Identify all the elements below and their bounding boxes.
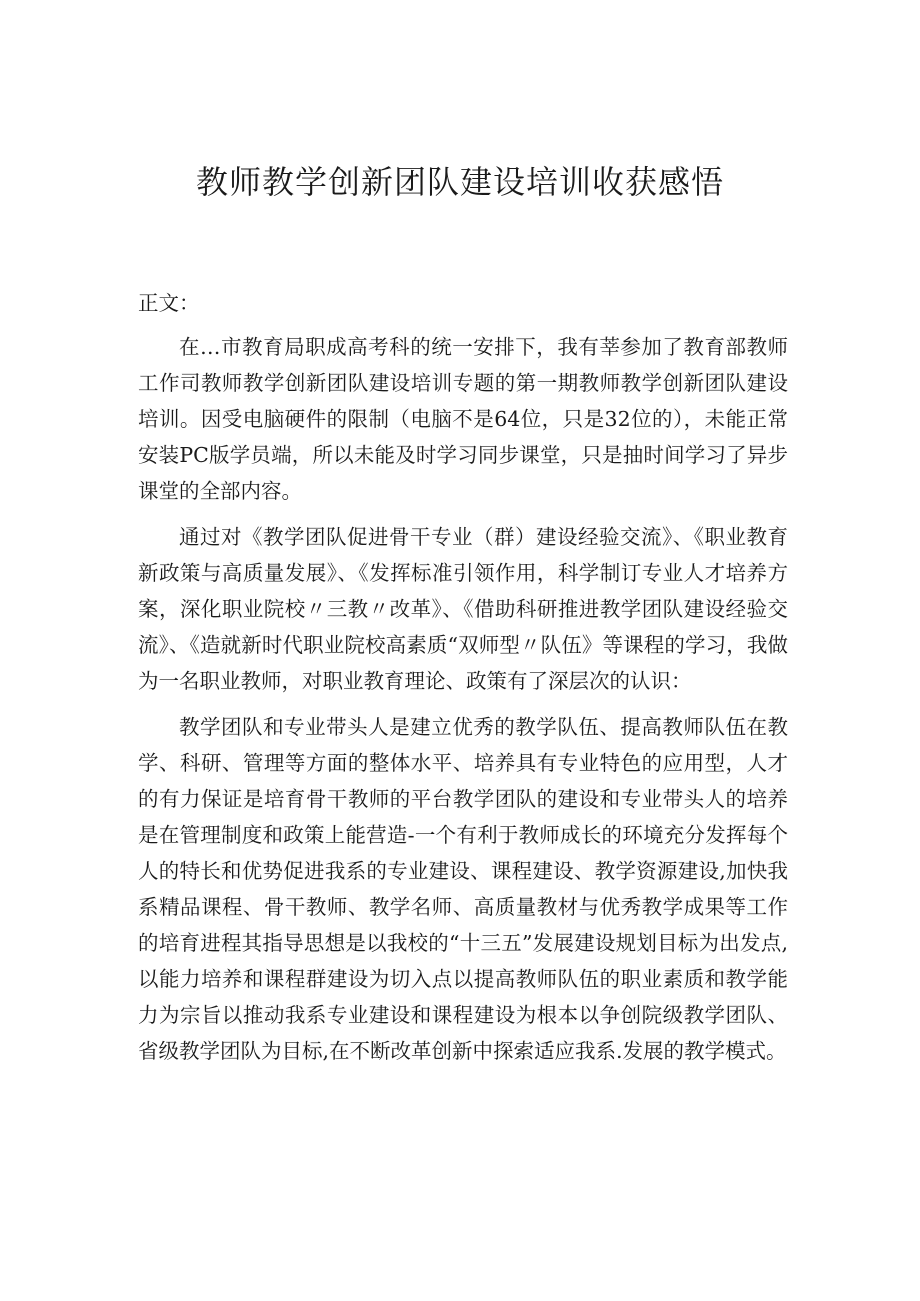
body-label: 正文： xyxy=(138,291,200,315)
paragraph-3: 教学团队和专业带头人是建立优秀的教学队伍、提高教师队伍在教学、科研、管理等方面的整体水平、培养具有专业特色的应用型，人才的有力保证是培育骨干教师的平台教学团队的建设和专业带头人的培养是在管理制度和政策上能营造-一个有利于教师成长的环境充分发挥每个人的特长和优势促进我系的专业建设、课程建设、教学资源建设,加快我系精品课程、骨干教师、教学名师、高质量教材与优秀教学成果等工作的培育进程其指导思想是以我校的“十三五”发展建设规划目标为出发点,以能力培养和课程群建设为切入点以提高教师队伍的职业素质和教学能力为宗旨以推动我系专业建设和课程建设为根本以争创院级教学团队、省级教学团队为目标,在不断改革创新中探索适应我系.发展的教学模式。 xyxy=(138,715,788,1063)
document-body xyxy=(138,285,788,1079)
paragraph-2: 通过对《教学团队促进骨干专业（群）建设经验交流》、《职业教育新政策与高质量发展》、《发挥标准引领作用，科学制订专业人才培养方案，深化职业院校〃三教〃改革》、《借助科研推进教学团队建设经验交流》、《造就新时代职业院校高素质“双师型〃队伍》等课程的学习，我做为一名职业教师，对职业教育理论、政策有了深层次的认识： xyxy=(138,525,788,693)
document-title: 教师教学创新团队建设培训收获感悟 xyxy=(195,163,724,201)
paragraph-1: 在…市教育局职成高考科的统一安排下，我有莘参加了教育部教师工作司教师教学创新团队建设培训专题的第一期教师教学创新团队建设培训。因受电脑硬件的限制（电脑不是64位，只是32位的），未能正常安装PC版学员端，所以未能及时学习同步课堂，只是抽时间学习了异步课堂的全部内容。 xyxy=(138,335,788,503)
